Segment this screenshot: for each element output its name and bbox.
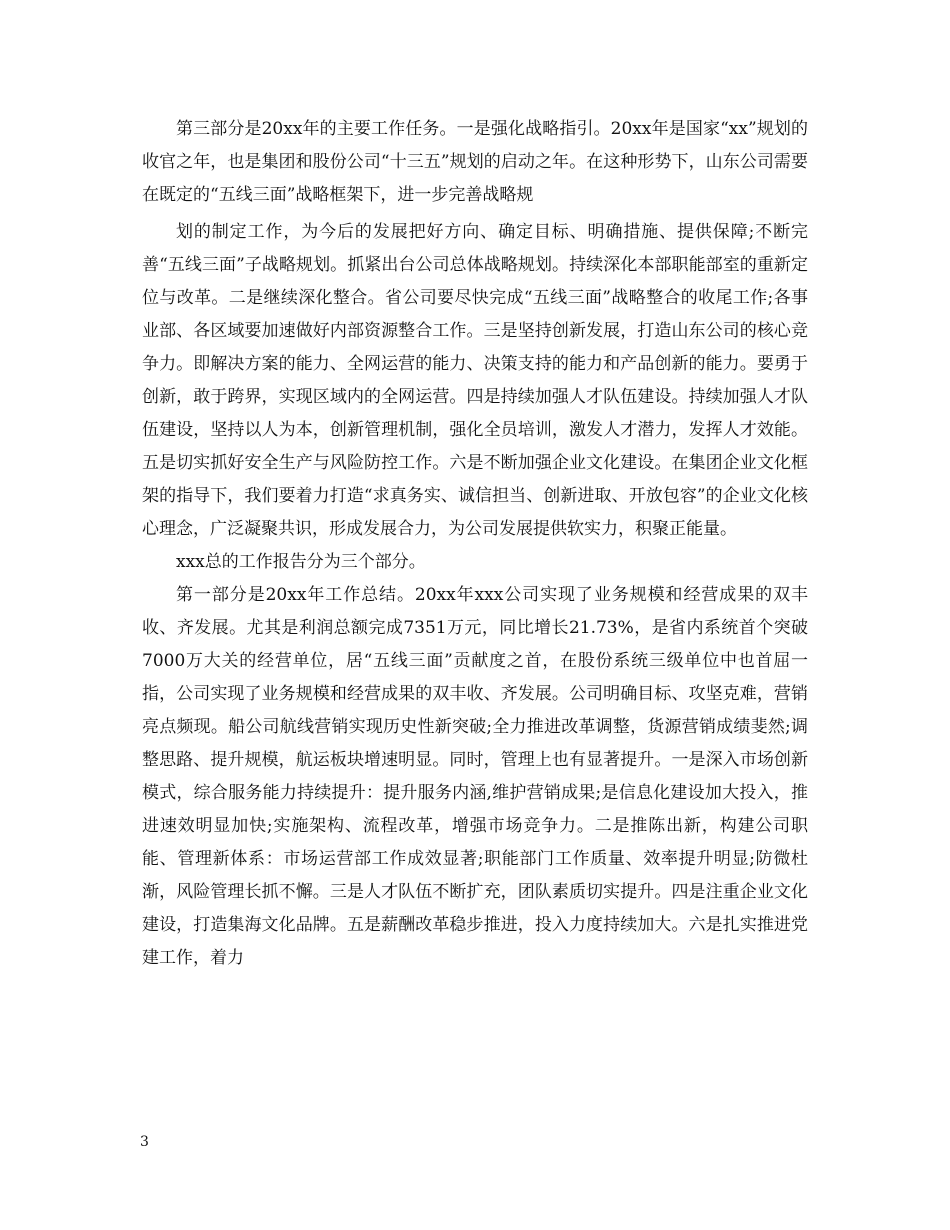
- paragraph: 第一部分是20xx年工作总结。20xx年xxx公司实现了业务规模和经营成果的双丰收、齐发展。尤其是利润总额完成7351万元，同比增长21.73%，是省内系统首个突破7000万大关的经营单位，居“五线三面”贡献度之首，在股份系统三级单位中也首屈一指，公司实现了业务规模和经营成果的双丰收、齐发展。公司明确目标、攻坚克难，营销亮点频现。船公司航线营销实现历史性新突破;全力推进改革调整，货源营销成绩斐然;调整思路、提升规模，航运板块增速明显。同时，管理上也有显著提升。一是深入市场创新模式，综合服务能力持续提升：提升服务内涵,维护营销成果;是信息化建设加大投入，推进速效明显加快;实施架构、流程改革，增强市场竞争力。二是推陈出新，构建公司职能、管理新体系：市场运营部工作成效显著;职能部门工作质量、效率提升明显;防微杜渐，风险管理长抓不懈。三是人才队伍不断扩充，团队素质切实提升。四是注重企业文化建设，打造集海文化品牌。五是薪酬改革稳步推进，投入力度持续加大。六是扎实推进党建工作，着力: [142, 585, 808, 968]
- text-block-top: [142, 113, 808, 212]
- paragraph: xxx总的工作报告分为三个部分。: [176, 552, 426, 572]
- text-block-main: [142, 216, 808, 975]
- page-number: 3: [140, 1134, 149, 1150]
- paragraph: 第三部分是20xx年的主要工作任务。一是强化战略指引。20xx年是国家“xx”规划的收官之年，也是集团和股份公司“十三五”规划的启动之年。在这种形势下，山东公司需要在既定的“五线三面”战略框架下，进一步完善战略规: [142, 119, 808, 205]
- paragraph: 划的制定工作，为今后的发展把好方向、确定目标、明确措施、提供保障;不断完善“五线三面”子战略规划。抓紧出台公司总体战略规划。持续深化本部职能部室的重新定位与改革。二是继续深化整合。省公司要尽快完成“五线三面”战略整合的收尾工作;各事业部、各区域要加速做好内部资源整合工作。三是坚持创新发展，打造山东公司的核心竞争力。即解决方案的能力、全网运营的能力、决策支持的能力和产品创新的能力。要勇于创新，敢于跨界，实现区域内的全网运营。四是持续加强人才队伍建设。持续加强人才队伍建设，坚持以人为本，创新管理机制，强化全员培训，激发人才潜力，发挥人才效能。五是切实抓好安全生产与风险防控工作。六是不断加强企业文化建设。在集团企业文化框架的指导下，我们要着力打造“求真务实、诚信担当、创新进取、开放包容”的企业文化核心理念，广泛凝聚共识，形成发展合力，为公司发展提供软实力，积聚正能量。: [142, 222, 808, 539]
